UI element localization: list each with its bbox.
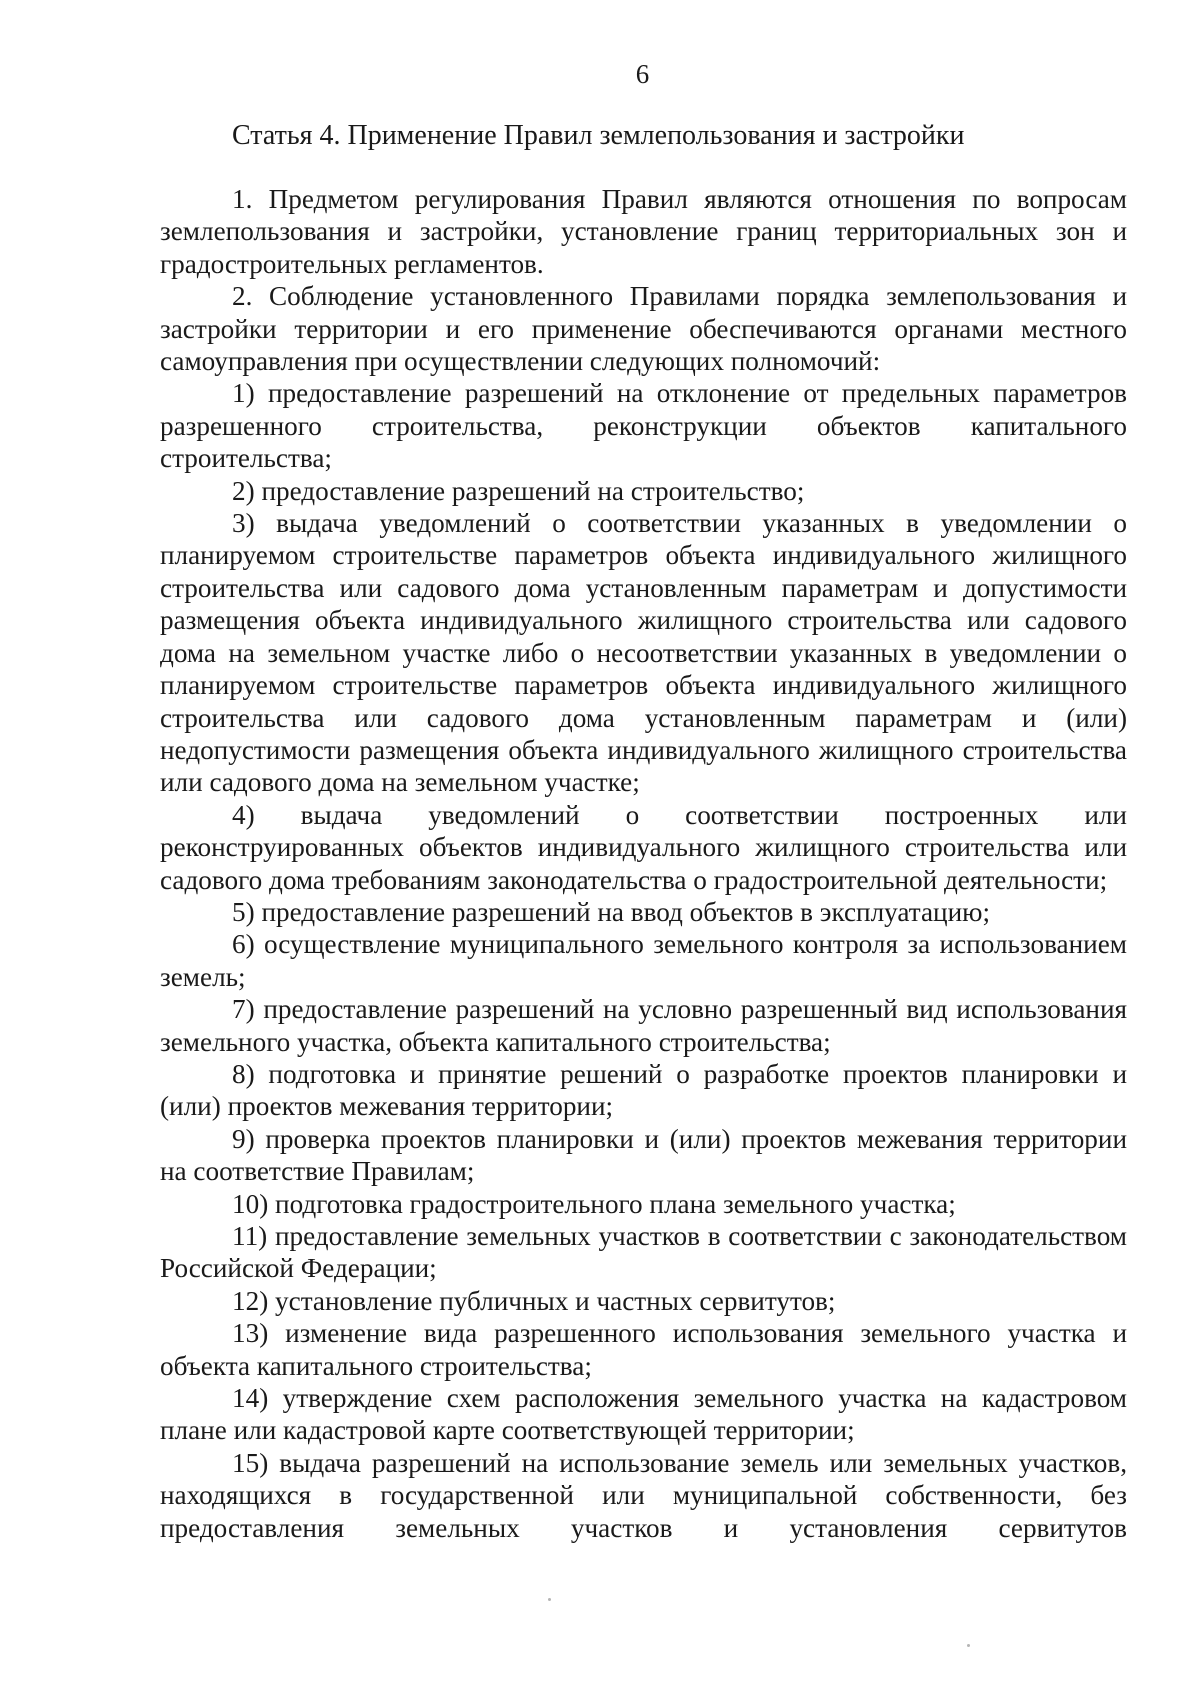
article-heading: Статья 4. Применение Правил землепользования и застройки bbox=[232, 120, 965, 151]
list-item-2: 2) предоставление разрешений на строительство; bbox=[232, 475, 805, 506]
paragraph-1-subject: 1. Предметом регулирования Правил являются отношения по вопросам землепользования и застройки, установление границ территориальных зон и градостроительных регламентов. bbox=[160, 184, 1127, 279]
article-body bbox=[160, 183, 1127, 1544]
scan-speck bbox=[967, 1644, 970, 1647]
list-item-5: 5) предоставление разрешений на ввод объектов в эксплуатацию; bbox=[232, 896, 991, 927]
paragraph-2-compliance: 2. Соблюдение установленного Правилами порядка землепользования и застройки территории и его применение обеспечиваются органами местного самоуправления при осуществлении следующих полномочий: bbox=[160, 281, 1127, 377]
list-item-7: 7) предоставление разрешений на условно разрешенный вид использования земельного участка, объекта капитального строительства; bbox=[160, 994, 1127, 1057]
page-number: 6 bbox=[635, 59, 650, 89]
list-item-10: 10) подготовка градостроительного плана земельного участка; bbox=[232, 1188, 956, 1219]
list-item-12: 12) установление публичных и частных сервитутов; bbox=[232, 1285, 836, 1316]
list-item-14: 14) утверждение схем расположения земельного участка на кадастровом плане или кадастровой карте соответствующей территории; bbox=[160, 1383, 1127, 1446]
list-item-6: 6) осуществление муниципального земельного контроля за использованием земель; bbox=[160, 929, 1127, 992]
list-item-3: 3) выдача уведомлений о соответствии указанных в уведомлении о планируемом строительстве параметров объекта индивидуального жилищного строительства или садового дома установленным параметрам и допустимости размещения объекта индивидуального жилищного строительства или садового дома на земельном участке либо о несоответствии указанных в уведомлении о планируемом строительстве параметров объекта индивидуального жилищного строительства или садового дома установленным параметрам и (или) недопустимости размещения объекта индивидуального жилищного строительства или садового дома на земельном участке; bbox=[160, 508, 1127, 798]
list-item-9: 9) проверка проектов планировки и (или) проектов межевания территории на соответствие Правилам; bbox=[160, 1123, 1127, 1187]
list-item-4: 4) выдача уведомлений о соответствии построенных или реконструированных объектов индивидуального жилищного строительства или садового дома требованиям законодательства о градостроительной деятельности; bbox=[160, 799, 1127, 895]
scan-speck bbox=[548, 1598, 551, 1601]
list-item-15: 15) выдача разрешений на использование земель или земельных участков, находящихся в государственной или муниципальной собственности, без предоставления земельных участков и установления сервитутов bbox=[160, 1447, 1127, 1543]
list-item-11: 11) предоставление земельных участков в соответствии с законодательством Российской Федерации; bbox=[160, 1221, 1127, 1284]
list-item-13: 13) изменение вида разрешенного использования земельного участка и объекта капитального строительства; bbox=[160, 1318, 1127, 1381]
list-item-1: 1) предоставление разрешений на отклонение от предельных параметров разрешенного строительства, реконструкции объектов капитального строительства; bbox=[160, 378, 1127, 474]
list-item-8: 8) подготовка и принятие решений о разработке проектов планировки и (или) проектов межевания территории; bbox=[160, 1058, 1127, 1122]
